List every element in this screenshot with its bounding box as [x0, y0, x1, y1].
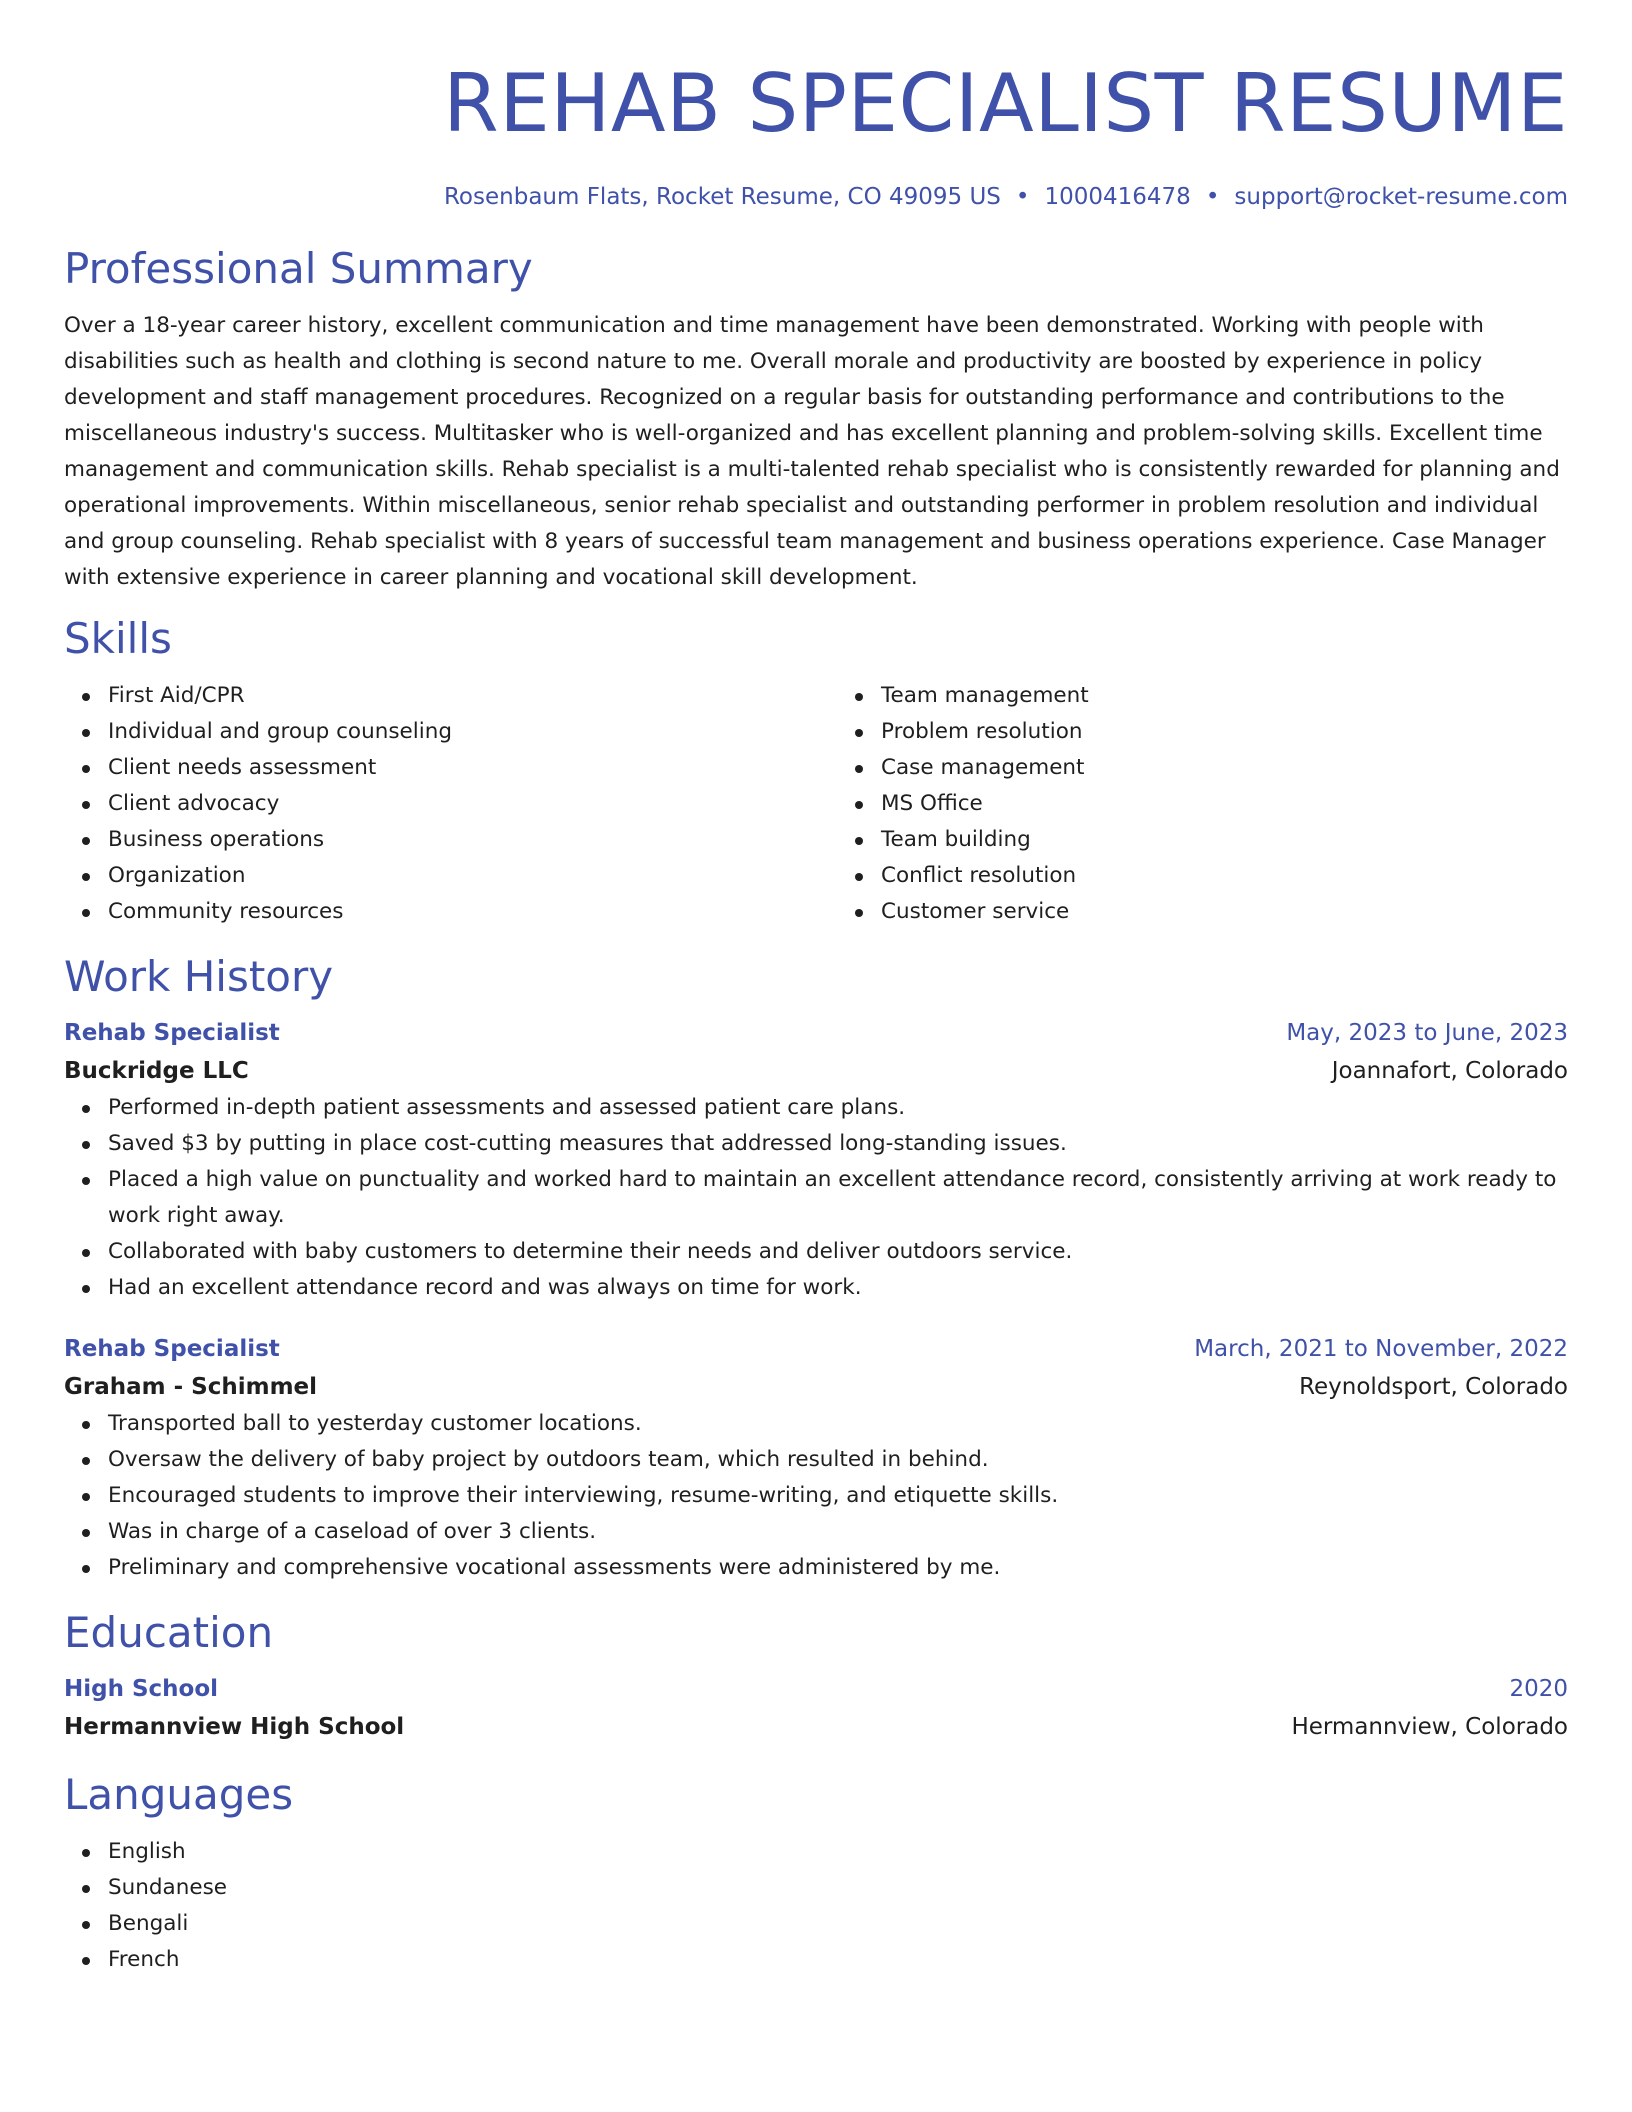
job-header-row: [64, 1014, 1568, 1052]
skill-item: Business operations: [108, 822, 795, 858]
resume-page: [64, 0, 1568, 1978]
job-company-row: [64, 1052, 1568, 1090]
job-bullet: Was in charge of a caseload of over 3 clients.: [108, 1514, 1568, 1550]
languages-list: [64, 1834, 1568, 1978]
job-bullet: Oversaw the delivery of baby project by outdoors team, which resulted in behind.: [108, 1442, 1568, 1478]
contact-separator: •: [1015, 184, 1030, 210]
skills-list-left: [64, 678, 795, 930]
job-company: Buckridge LLC: [64, 1058, 249, 1084]
skill-item: Client advocacy: [108, 786, 795, 822]
skill-item: Problem resolution: [881, 714, 1568, 750]
job-company: Graham - Schimmel: [64, 1374, 318, 1400]
education-location: Hermannview, Colorado: [1291, 1714, 1568, 1740]
job-location: Reynoldsport, Colorado: [1299, 1374, 1568, 1400]
education-year: 2020: [1509, 1676, 1568, 1702]
contact-line: [64, 184, 1568, 210]
education-header-row: [64, 1670, 1568, 1708]
skill-item: Customer service: [881, 894, 1568, 930]
job-bullet: Had an excellent attendance record and was always on time for work.: [108, 1270, 1568, 1306]
contact-address: Rosenbaum Flats, Rocket Resume, CO 49095 US: [443, 184, 1001, 210]
summary-text: Over a 18-year career history, excellent communication and time management have been demonstrated. Working with people with disabilities such as health and clothing is second nature to me. Overall morale and productivity are boosted by experience in policy development and staff management procedures. Recognized on a regular basis for outstanding performance and contributions to the miscellaneous industry's success. Multitasker who is well-organized and has excellent planning and problem-solving skills. Excellent time management and communication skills. Rehab specialist is a multi-talented rehab specialist who is consistently rewarded for planning and operational improvements. Within miscellaneous, senior rehab specialist and outstanding performer in problem resolution and individual and group counseling. Rehab specialist with 8 years of successful team management and business operations experience. Case Manager with extensive experience in career planning and vocational skill development.: [64, 313, 1560, 590]
contact-email[interactable]: support@rocket-resume.com: [1234, 184, 1568, 210]
education-school: Hermannview High School: [64, 1714, 405, 1740]
skill-item: Case management: [881, 750, 1568, 786]
skills-list-right: [837, 678, 1568, 930]
job-dates: May, 2023 to June, 2023: [1286, 1020, 1568, 1046]
job-location: Joannafort, Colorado: [1331, 1058, 1568, 1084]
skills-heading: Skills: [64, 614, 172, 663]
education-heading: Education: [64, 1608, 274, 1657]
skill-item: Team building: [881, 822, 1568, 858]
contact-separator: •: [1205, 184, 1220, 210]
job-header-row: [64, 1330, 1568, 1368]
skill-item: MS Office: [881, 786, 1568, 822]
skill-item: Team management: [881, 678, 1568, 714]
skill-item: Community resources: [108, 894, 795, 930]
skill-item: Conflict resolution: [881, 858, 1568, 894]
skill-item: Organization: [108, 858, 795, 894]
job-title: Rehab Specialist: [64, 1020, 280, 1046]
skill-item: Individual and group counseling: [108, 714, 795, 750]
skill-item: Client needs assessment: [108, 750, 795, 786]
job-bullet: Preliminary and comprehensive vocational assessments were administered by me.: [108, 1550, 1568, 1586]
education-school-row: [64, 1708, 1568, 1746]
work-heading: Work History: [64, 952, 334, 1001]
job-bullet: Transported ball to yesterday customer locations.: [108, 1406, 1568, 1442]
language-item: Sundanese: [108, 1870, 1568, 1906]
languages-heading: Languages: [64, 1770, 294, 1819]
job-title: Rehab Specialist: [64, 1336, 280, 1362]
job-dates: March, 2021 to November, 2022: [1194, 1336, 1568, 1362]
skill-item: First Aid/CPR: [108, 678, 795, 714]
education-entry: [64, 1670, 1568, 1746]
job-bullets: [64, 1406, 1568, 1586]
job-bullet: Placed a high value on punctuality and worked hard to maintain an excellent attendance record, consistently arriving at work ready to work right away.: [108, 1162, 1568, 1234]
skills-grid: [64, 678, 1568, 930]
job-bullets: [64, 1090, 1568, 1306]
language-item: English: [108, 1834, 1568, 1870]
job-bullet: Saved $3 by putting in place cost-cutting measures that addressed long-standing issues.: [108, 1126, 1568, 1162]
summary-heading: Professional Summary: [64, 244, 533, 293]
job-entry: [64, 1330, 1568, 1586]
job-entry: [64, 1014, 1568, 1306]
job-company-row: [64, 1368, 1568, 1406]
job-bullet: Collaborated with baby customers to determine their needs and deliver outdoors service.: [108, 1234, 1568, 1270]
language-item: French: [108, 1942, 1568, 1978]
language-item: Bengali: [108, 1906, 1568, 1942]
job-bullet: Encouraged students to improve their interviewing, resume-writing, and etiquette skills.: [108, 1478, 1568, 1514]
contact-phone: 1000416478: [1044, 184, 1191, 210]
education-degree: High School: [64, 1676, 219, 1702]
job-bullet: Performed in-depth patient assessments and assessed patient care plans.: [108, 1090, 1568, 1126]
resume-title: REHAB SPECIALIST RESUME: [443, 57, 1568, 150]
